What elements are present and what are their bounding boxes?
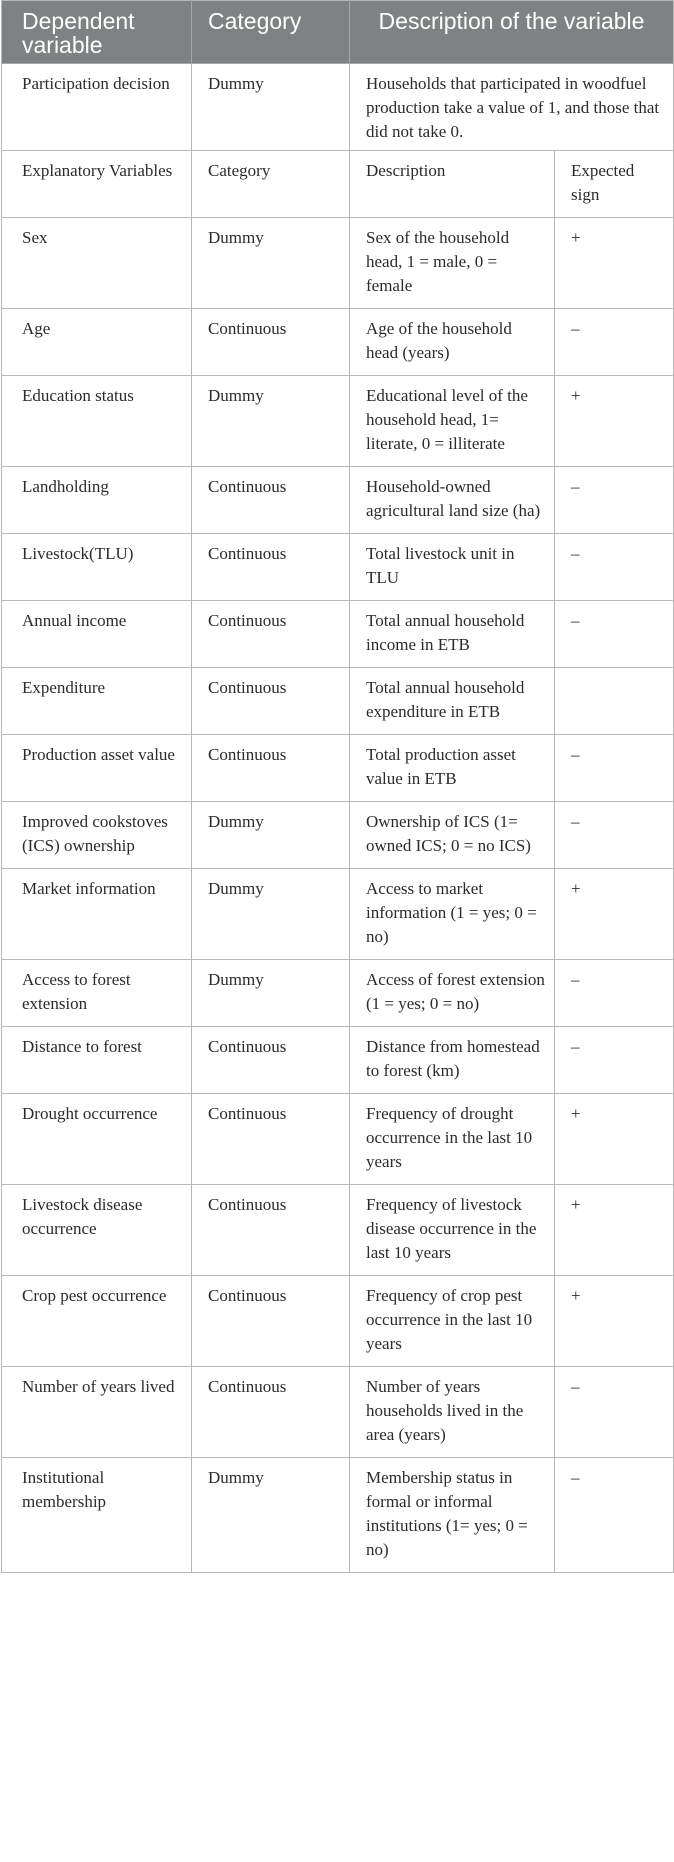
- description-cell: Total annual household expenditure in ETB: [350, 668, 555, 735]
- expected-sign-cell: +: [555, 1276, 674, 1367]
- variable-cell: Age: [2, 309, 192, 376]
- description-cell: Distance from homestead to forest (km): [350, 1027, 555, 1094]
- expected-sign-cell: +: [555, 376, 674, 467]
- category-cell: Continuous: [192, 1094, 350, 1185]
- table-row: [2, 1185, 674, 1276]
- variable-cell: Distance to forest: [2, 1027, 192, 1094]
- expected-sign-cell: +: [555, 218, 674, 309]
- dependent-description-cell: Households that participated in woodfuel production take a value of 1, and those that did not take 0.: [350, 64, 674, 151]
- description-cell: Number of years households lived in the area (years): [350, 1367, 555, 1458]
- expected-sign-label: Expected sign: [555, 151, 674, 218]
- variable-cell: Improved cookstoves (ICS) ownership: [2, 802, 192, 869]
- variable-cell: Livestock disease occurrence: [2, 1185, 192, 1276]
- explanatory-header-row: [2, 151, 674, 218]
- variable-cell: Institutional membership: [2, 1458, 192, 1573]
- table-row: [2, 309, 674, 376]
- table-row: [2, 1094, 674, 1185]
- category-cell: Continuous: [192, 1027, 350, 1094]
- table-row: [2, 735, 674, 802]
- category-cell: Continuous: [192, 1276, 350, 1367]
- variable-cell: Drought occurrence: [2, 1094, 192, 1185]
- variable-cell: Access to forest extension: [2, 960, 192, 1027]
- variable-cell: Landholding: [2, 467, 192, 534]
- category-cell: Continuous: [192, 601, 350, 668]
- variable-cell: Production asset value: [2, 735, 192, 802]
- table-row: [2, 802, 674, 869]
- expected-sign-cell: –: [555, 534, 674, 601]
- expected-sign-cell: +: [555, 1094, 674, 1185]
- description-cell: Access of forest extension (1 = yes; 0 = no): [350, 960, 555, 1027]
- category-cell: Dummy: [192, 1458, 350, 1573]
- description-cell: Age of the household head (years): [350, 309, 555, 376]
- variable-cell: Crop pest occurrence: [2, 1276, 192, 1367]
- header-description: Description of the variable: [350, 1, 674, 64]
- table-row: [2, 869, 674, 960]
- description-cell: Total livestock unit in TLU: [350, 534, 555, 601]
- explanatory-category-label: Category: [192, 151, 350, 218]
- table-row: [2, 1367, 674, 1458]
- variable-cell: Sex: [2, 218, 192, 309]
- description-cell: Frequency of livestock disease occurrence in the last 10 years: [350, 1185, 555, 1276]
- description-cell: Frequency of drought occurrence in the last 10 years: [350, 1094, 555, 1185]
- expected-sign-cell: –: [555, 309, 674, 376]
- table-row: [2, 668, 674, 735]
- expected-sign-cell: –: [555, 960, 674, 1027]
- description-cell: Ownership of ICS (1= owned ICS; 0 = no ICS): [350, 802, 555, 869]
- explanatory-description-label: Description: [350, 151, 555, 218]
- expected-sign-cell: +: [555, 1185, 674, 1276]
- table-header-row: [2, 1, 674, 64]
- category-cell: Dummy: [192, 960, 350, 1027]
- category-cell: Continuous: [192, 735, 350, 802]
- expected-sign-cell: –: [555, 1027, 674, 1094]
- variable-cell: Number of years lived: [2, 1367, 192, 1458]
- table-row: [2, 467, 674, 534]
- category-cell: Continuous: [192, 1185, 350, 1276]
- expected-sign-cell: –: [555, 601, 674, 668]
- variable-cell: Livestock(TLU): [2, 534, 192, 601]
- dependent-row: [2, 64, 674, 151]
- header-category: Category: [192, 1, 350, 64]
- expected-sign-cell: +: [555, 869, 674, 960]
- dependent-variable-cell: Participation decision: [2, 64, 192, 151]
- description-cell: Sex of the household head, 1 = male, 0 = female: [350, 218, 555, 309]
- description-cell: Access to market information (1 = yes; 0 = no): [350, 869, 555, 960]
- category-cell: Continuous: [192, 668, 350, 735]
- expected-sign-cell: –: [555, 1458, 674, 1573]
- expected-sign-cell: –: [555, 802, 674, 869]
- variable-cell: Expenditure: [2, 668, 192, 735]
- variable-cell: Annual income: [2, 601, 192, 668]
- dependent-category-cell: Dummy: [192, 64, 350, 151]
- expected-sign-cell: –: [555, 467, 674, 534]
- table-row: [2, 218, 674, 309]
- description-cell: Membership status in formal or informal institutions (1= yes; 0 = no): [350, 1458, 555, 1573]
- expected-sign-cell: [555, 668, 674, 735]
- category-cell: Dummy: [192, 869, 350, 960]
- table-row: [2, 1276, 674, 1367]
- table-row: [2, 1458, 674, 1573]
- explanatory-variables-label: Explanatory Variables: [2, 151, 192, 218]
- category-cell: Continuous: [192, 1367, 350, 1458]
- expected-sign-cell: –: [555, 1367, 674, 1458]
- category-cell: Dummy: [192, 802, 350, 869]
- description-cell: Frequency of crop pest occurrence in the last 10 years: [350, 1276, 555, 1367]
- table-row: [2, 376, 674, 467]
- category-cell: Dummy: [192, 376, 350, 467]
- category-cell: Continuous: [192, 467, 350, 534]
- description-cell: Total annual household income in ETB: [350, 601, 555, 668]
- table-row: [2, 960, 674, 1027]
- variables-table: [1, 0, 674, 1573]
- expected-sign-cell: –: [555, 735, 674, 802]
- variable-cell: Education status: [2, 376, 192, 467]
- table-row: [2, 601, 674, 668]
- description-cell: Household-owned agricultural land size (ha): [350, 467, 555, 534]
- description-cell: Total production asset value in ETB: [350, 735, 555, 802]
- category-cell: Continuous: [192, 534, 350, 601]
- category-cell: Dummy: [192, 218, 350, 309]
- variable-cell: Market information: [2, 869, 192, 960]
- table-row: [2, 534, 674, 601]
- table-row: [2, 1027, 674, 1094]
- description-cell: Educational level of the household head, 1= literate, 0 = illiterate: [350, 376, 555, 467]
- header-dependent-variable: Dependent variable: [2, 1, 192, 64]
- category-cell: Continuous: [192, 309, 350, 376]
